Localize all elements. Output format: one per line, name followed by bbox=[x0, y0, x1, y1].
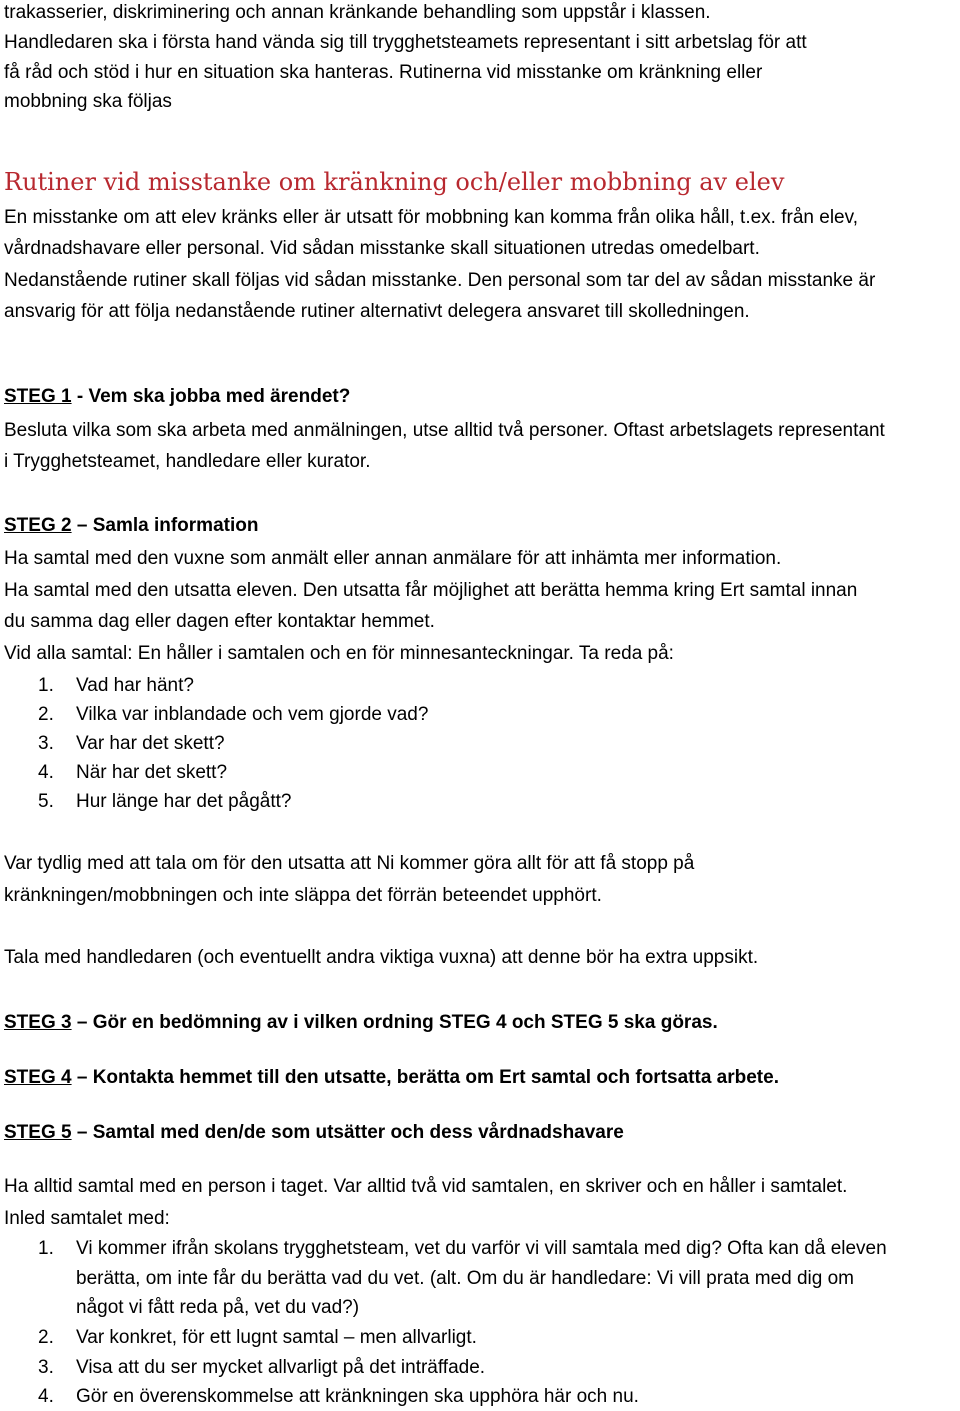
intro-line: mobbning ska följas bbox=[4, 91, 172, 112]
list-number: 5. bbox=[38, 791, 54, 812]
step-line: Ha samtal med den utsatta eleven. Den utsatta får möjlighet att berätta hemma kring Ert samtal innan bbox=[4, 580, 858, 601]
step-line: Besluta vilka som ska arbeta med anmälningen, utse alltid två personer. Oftast arbetslagets representant bbox=[4, 420, 885, 441]
intro-line: trakasserier, diskriminering och annan kränkande behandling som uppstår i klassen. bbox=[4, 2, 711, 23]
list-number: 4. bbox=[38, 762, 54, 783]
section-title: Rutiner vid misstanke om kränkning och/eller mobbning av elev bbox=[4, 168, 785, 196]
list-text: Vad har hänt? bbox=[76, 675, 194, 696]
list-text: Gör en överenskommelse att kränkningen ska upphöra här och nu. bbox=[76, 1386, 639, 1407]
list-text: något vi fått reda på, vet du vad?) bbox=[76, 1297, 360, 1318]
step-line: Inled samtalet med: bbox=[4, 1208, 170, 1229]
step-3-heading: STEG 3 – Gör en bedömning av i vilken ordning STEG 4 och STEG 5 ska göras. bbox=[4, 1012, 718, 1033]
note-line: kränkningen/mobbningen och inte släppa det förrän beteendet upphört. bbox=[4, 885, 602, 906]
paragraph-line: En misstanke om att elev kränks eller är utsatt för mobbning kan komma från olika håll, t.ex. från elev, bbox=[4, 207, 858, 228]
intro-line: Handledaren ska i första hand vända sig till trygghetsteamets representant i sitt arbetslag för att bbox=[4, 32, 807, 53]
paragraph-line: vårdnadshavare eller personal. Vid sådan misstanke skall situationen utredas omedelbart. bbox=[4, 238, 760, 259]
step-line: Ha samtal med den vuxne som anmält eller annan anmälare för att inhämta mer information. bbox=[4, 548, 782, 569]
step-4-heading: STEG 4 – Kontakta hemmet till den utsatte, berätta om Ert samtal och fortsatta arbete. bbox=[4, 1067, 779, 1088]
list-text: Vilka var inblandade och vem gjorde vad? bbox=[76, 704, 429, 725]
list-text: När har det skett? bbox=[76, 762, 228, 783]
step-heading: STEG 2 – Samla information bbox=[4, 515, 259, 536]
list-text: Var har det skett? bbox=[76, 733, 225, 754]
step-heading: STEG 5 – Samtal med den/de som utsätter och dess vårdnadshavare bbox=[4, 1122, 624, 1143]
list-text: Var konkret, för ett lugnt samtal – men allvarligt. bbox=[76, 1327, 477, 1348]
paragraph-line: Nedanstående rutiner skall följas vid sådan misstanke. Den personal som tar del av sådan misstanke är bbox=[4, 270, 876, 291]
intro-line: få råd och stöd i hur en situation ska hanteras. Rutinerna vid misstanke om kränkning eller bbox=[4, 62, 763, 83]
list-number: 4. bbox=[38, 1386, 54, 1407]
list-text: Visa att du ser mycket allvarligt på det inträffade. bbox=[76, 1357, 486, 1378]
step-line: Vid alla samtal: En håller i samtalen och en för minnesanteckningar. Ta reda på: bbox=[4, 643, 674, 664]
step-line: i Trygghetsteamet, handledare eller kurator. bbox=[4, 451, 371, 472]
list-number: 1. bbox=[38, 1238, 54, 1259]
list-text: Hur länge har det pågått? bbox=[76, 791, 292, 812]
list-number: 1. bbox=[38, 675, 54, 696]
step-line: du samma dag eller dagen efter kontaktar hemmet. bbox=[4, 611, 435, 632]
note-line: Tala med handledaren (och eventuellt andra viktiga vuxna) att denne bör ha extra uppsikt. bbox=[4, 947, 759, 968]
list-text: berätta, om inte får du berätta vad du vet. (alt. Om du är handledare: Vi vill prata med dig om bbox=[76, 1268, 855, 1289]
list-number: 2. bbox=[38, 704, 54, 725]
list-number: 3. bbox=[38, 733, 54, 754]
paragraph-line: ansvarig för att följa nedanstående rutiner alternativt delegera ansvaret till skolledningen. bbox=[4, 301, 750, 322]
note-line: Var tydlig med att tala om för den utsatta att Ni kommer göra allt för att få stopp på bbox=[4, 853, 695, 874]
list-text: Vi kommer ifrån skolans trygghetsteam, vet du varför vi vill samtala med dig? Ofta kan då eleven bbox=[76, 1238, 887, 1259]
list-number: 3. bbox=[38, 1357, 54, 1378]
step-heading: STEG 1 - Vem ska jobba med ärendet? bbox=[4, 386, 351, 407]
list-number: 2. bbox=[38, 1327, 54, 1348]
step-line: Ha alltid samtal med en person i taget. Var alltid två vid samtalen, en skriver och en håller i samtalet. bbox=[4, 1176, 848, 1197]
